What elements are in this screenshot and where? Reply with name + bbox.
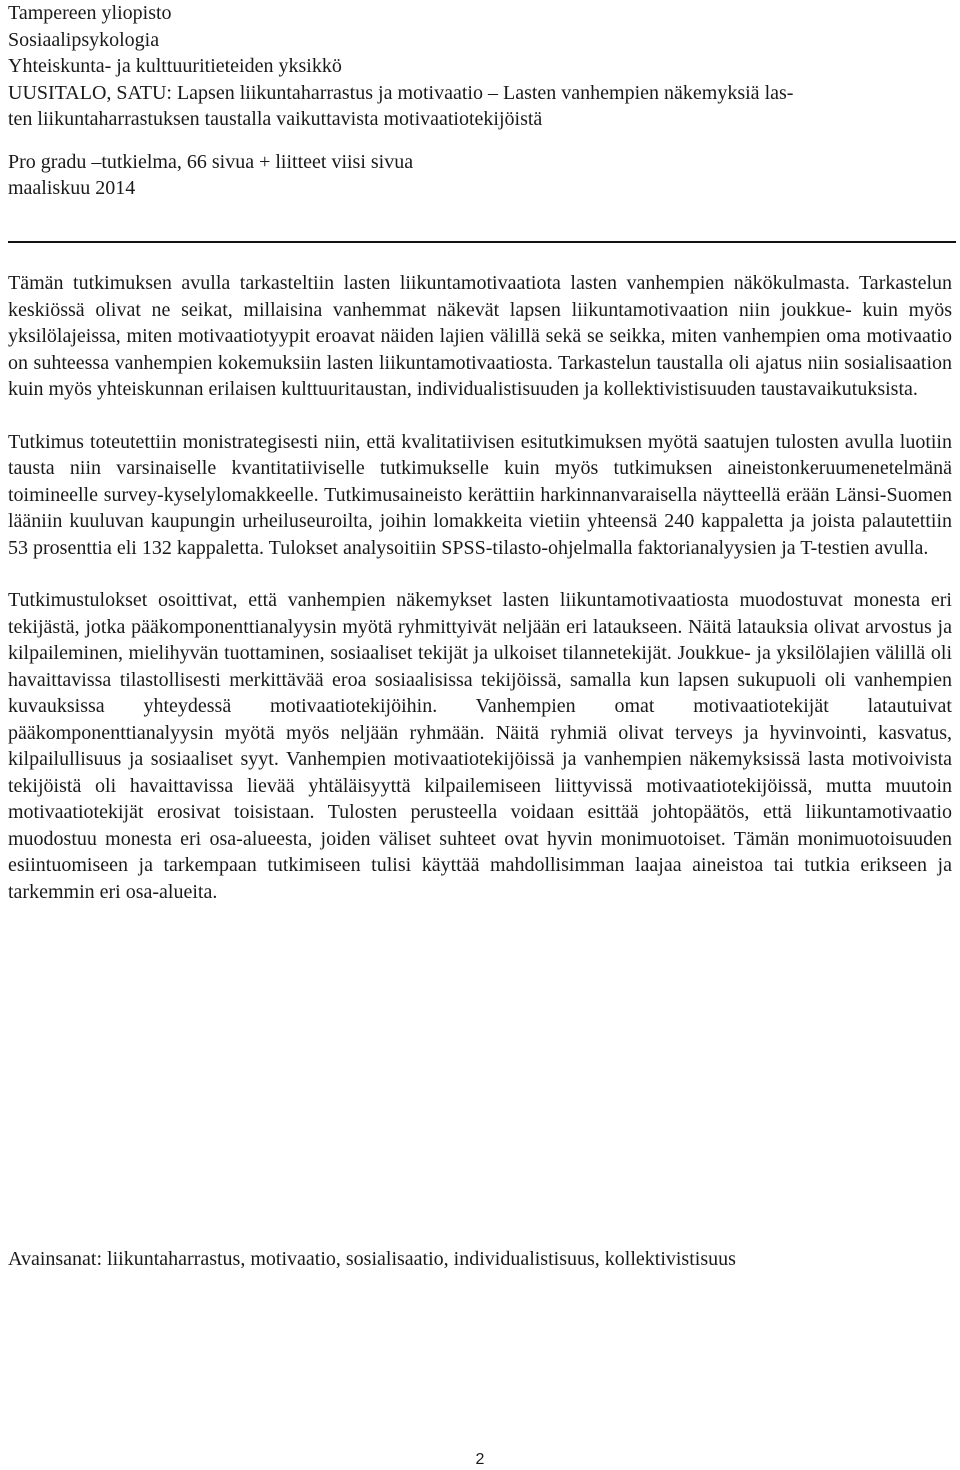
thesis-title-line-1: UUSITALO, SATU: Lapsen liikuntaharrastus ja motivaatio – Lasten vanhempien näkemyksiä las-: [8, 81, 794, 104]
university-name: Tampereen yliopisto: [8, 2, 172, 24]
thesis-title-line-2: ten liikuntaharrastuksen taustalla vaikuttavista motivaatiotekijöistä: [8, 108, 543, 130]
abstract-paragraph-3: Tutkimustulokset osoittivat, että vanhempien näkemykset lasten liikuntamotivaatiosta muodostuvat monesta eri tekijästä, jotka pääkomponenttianalyysin myötä ryhmittyivät neljään eri lataukseen. Näitä latauksia olivat arvostus ja kilpaileminen, mielihyvän tuottaminen, sosiaaliset tekijät ja ulkoiset tilannetekijät. Joukkue- ja yksilölajien välillä oli havaittavissa tilastollisesti merkittävää eroa sosiaalisissa tekijöissä, samalla kun lapsen sukupuoli oli vanhempien kuvauksissa yhteydessä motivaatiotekijöihin. Vanhempien omat motivaatiotekijät latautuivat pääkomponenttianalyysin myötä myös neljään ryhmään. Näitä ryhmiä olivat terveys ja hyvinvointi, kasvatus, kilpailullisuus ja sosiaaliset syyt. Vanhempien motivaatiotekijöissä ja vanhempien näkemyksissä lasta motivoivista tekijöistä oli havaittavissa lievää yhtäläisyyttä kilpailemiseen liittyvissä motivaatiotekijöissä, mutta muutoin motivaatiotekijät erosivat toisistaan. Tulosten perusteella voidaan esittää johtopäätös, että liikuntamotivaatio muodostuu monesta eri osa-alueesta, joiden väliset suhteet ovat hyvin monimuotoiset. Tämän monimuotoisuuden esiintuomiseen ja tarkempaan tutkimiseen tulisi käyttää mahdollisimman laajaa aineistoa tai tutkia erikseen ja tarkemmin eri osa-alueita.: [8, 589, 952, 903]
abstract-body: [8, 270, 952, 905]
subject-name: Sosiaalipsykologia: [8, 28, 160, 51]
page-number: 2: [475, 1451, 485, 1468]
thesis-type: Pro gradu –tutkielma, 66 sivua + liitteet viisi sivua: [8, 150, 414, 173]
document-page: [8, 0, 952, 202]
horizontal-divider: [8, 241, 956, 243]
thesis-info: [8, 149, 952, 202]
document-header: [8, 0, 952, 202]
unit-name: Yhteiskunta- ja kulttuuritieteiden yksikkö: [8, 55, 342, 77]
keywords: Avainsanat: liikuntaharrastus, motivaatio, sosialisaatio, individualistisuus, kollektivistisuus: [8, 1248, 736, 1270]
thesis-date: maaliskuu 2014: [8, 177, 136, 199]
abstract-paragraph-2: Tutkimus toteutettiin monistrategisesti niin, että kvalitatiivisen esitutkimuksen myötä saatujen tulosten avulla luotiin tausta niin varsinaiselle kvantitatiiviselle tutkimukselle kuin myös tutkimuksen aineistonkeruumenetelmänä toimineelle survey-kyselylomakkeelle. Tutkimusaineisto kerättiin harkinnanvaraisella näytteellä erään Länsi-Suomen lääniin kuuluvan kaupungin urheiluseuroilta, joihin lomakkeita vietiin yhteensä 240 kappaletta ja joista palautettiin 53 prosenttia eli 132 kappaletta. Tulokset analysoitiin SPSS-tilasto-ohjelmalla faktorianalyysien ja T-testien avulla.: [8, 430, 952, 559]
abstract-paragraph-1: Tämän tutkimuksen avulla tarkasteltiin lasten liikuntamotivaatiota lasten vanhempien näkökulmasta. Tarkastelun keskiössä olivat ne seikat, millaisina vanhemmat näkevät lapsen liikuntamotivaation niin joukkue- kuin myös yksilölajeissa, miten motivaatiotyypit eroavat näiden lajien välillä sekä se seikka, miten vanhempien oma motivaatio on suhteessa vanhempien kokemuksiin lasten liikuntamotivaatiosta. Tarkastelun taustalla oli ajatus niin sosialisaation kuin myös yhteiskunnan erilaisen kulttuuritaustan, individualistisuuden ja kollektivistisuuden taustavaikutuksista.: [8, 272, 952, 400]
